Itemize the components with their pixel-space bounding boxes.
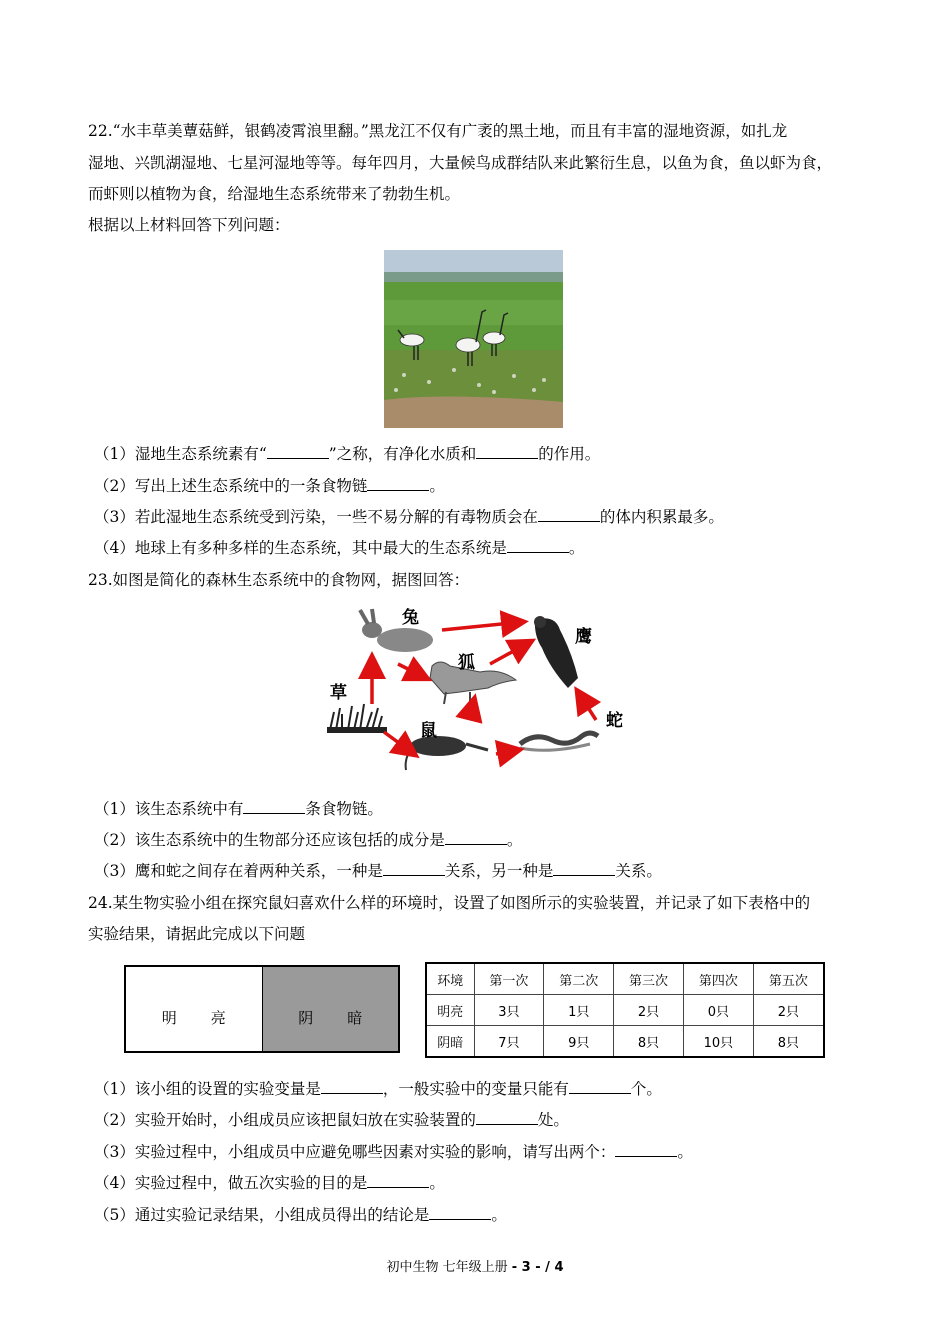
answer-blank[interactable] [383, 861, 445, 876]
q22-line3: 而虾则以植物为食，给湿地生态系统带来了勃勃生机。 [88, 185, 461, 203]
wetland-crane-photo [384, 250, 563, 428]
table-header-cell: 第五次 [753, 963, 824, 995]
table-header-cell: 第一次 [474, 963, 544, 995]
q22-sub2-text-b: 。 [429, 477, 445, 495]
q22-sub2 [94, 476, 445, 496]
table-row [426, 995, 824, 1026]
q22-sub2-text-a: （2）写出上述生态系统中的一条食物链 [94, 477, 368, 495]
table-header-cell: 第四次 [683, 963, 753, 995]
q24-intro1: 24.某生物实验小组在探究鼠妇喜欢什么样的环境时，设置了如图所示的实验装置，并记录了如下表格中的 [88, 894, 811, 912]
q24-sub1 [94, 1079, 662, 1099]
q24-sub5 [94, 1205, 507, 1225]
experiment-apparatus [124, 965, 400, 1053]
q24-sub3 [94, 1142, 693, 1162]
table-cell: 阴暗 [426, 1026, 474, 1058]
grass-icon [328, 704, 386, 732]
q24-sub2-text-b: 处。 [537, 1111, 569, 1129]
bright-area [126, 967, 262, 1051]
q24-sub1-text-c: 个。 [630, 1080, 662, 1098]
q23-sub1-text-a: （1）该生态系统中有 [94, 800, 244, 818]
q24-sub2 [94, 1110, 569, 1130]
answer-blank[interactable] [367, 1173, 429, 1188]
q23-sub3-text-a: （3）鹰和蛇之间存在着两种关系，一种是 [94, 862, 383, 880]
snake-icon [520, 733, 598, 750]
q22-sub4-text-a: （4）地球上有多种多样的生态系统，其中最大的生态系统是 [94, 539, 507, 557]
q22-sub3 [94, 507, 724, 527]
table-cell: 2只 [753, 995, 824, 1026]
grass-label: 草 [330, 683, 347, 703]
q24-sub3-text-b: 。 [677, 1143, 693, 1161]
q24-sub4-text-b: 。 [429, 1174, 445, 1192]
answer-blank[interactable] [507, 538, 569, 553]
answer-blank[interactable] [321, 1079, 383, 1094]
table-cell: 8只 [614, 1026, 684, 1058]
page-number: - 3 - / 4 [511, 1260, 564, 1275]
answer-blank[interactable] [553, 861, 615, 876]
table-header-cell: 第三次 [614, 963, 684, 995]
q24-sub1-text-b: ，一般实验中的变量只能有 [382, 1080, 569, 1098]
dark-area [262, 967, 399, 1051]
q24-sub2-text-a: （2）实验开始时，小组成员应该把鼠妇放在实验装置的 [94, 1111, 476, 1129]
table-row [426, 1026, 824, 1058]
fox-label: 狐 [458, 653, 475, 673]
q23-sub3 [94, 861, 662, 881]
food-web-diagram [320, 608, 640, 780]
table-cell: 8只 [753, 1026, 824, 1058]
table-header-cell: 第二次 [544, 963, 614, 995]
q23-sub2-text-b: 。 [506, 831, 523, 849]
rabbit-icon [360, 609, 433, 652]
answer-blank[interactable] [445, 830, 507, 845]
q23-sub3-text-b: 关系，另一种是 [444, 862, 554, 880]
table-cell: 明亮 [426, 995, 474, 1026]
table-cell: 7只 [474, 1026, 544, 1058]
q24-intro2: 实验结果，请据此完成以下问题 [88, 925, 306, 943]
q22-line2: 湿地、兴凯湖湿地、七星河湿地等等。每年四月，大量候鸟成群结队来此繁衍生息，以鱼为食，鱼以虾为食， [88, 154, 833, 172]
rabbit-label: 兔 [402, 608, 419, 628]
answer-blank[interactable] [569, 1079, 631, 1094]
answer-blank[interactable] [476, 444, 538, 459]
eagle-label: 鹰 [575, 627, 592, 647]
answer-blank[interactable] [615, 1142, 677, 1157]
page-footer [0, 1256, 950, 1275]
answer-blank[interactable] [538, 507, 600, 522]
table-cell: 0只 [683, 995, 753, 1026]
q22-sub4 [94, 538, 584, 558]
answer-blank[interactable] [429, 1205, 491, 1220]
q24-sub4-text-a: （4）实验过程中，做五次实验的目的是 [94, 1174, 368, 1192]
q22-sub1 [94, 444, 600, 464]
q23-sub3-text-c: 关系。 [615, 862, 662, 880]
table-cell: 1只 [544, 995, 614, 1026]
answer-blank[interactable] [476, 1110, 538, 1125]
q22-sub1-text-b: ”之称，有净化水质和 [328, 445, 477, 463]
q22-sub4-text-b: 。 [568, 539, 585, 557]
q23-sub2 [94, 830, 522, 850]
q22-sub1-text-c: 的作用。 [538, 445, 601, 463]
q24-sub5-text-b: 。 [491, 1206, 507, 1224]
answer-blank[interactable] [367, 476, 429, 491]
q22-sub3-text-b: 的体内积累最多。 [599, 508, 724, 526]
q23-sub1 [94, 799, 383, 819]
table-header-row [426, 963, 824, 995]
q23-sub1-text-b: 条食物链。 [305, 800, 383, 818]
mouse-label: 鼠 [420, 721, 437, 741]
mouse-icon [406, 736, 488, 770]
answer-blank[interactable] [243, 799, 305, 814]
bright-label-2: 亮 [210, 1008, 226, 1027]
footer-title: 初中生物 七年级上册 [386, 1260, 512, 1275]
answer-blank[interactable] [267, 444, 329, 459]
q22-line1: 22.“水丰草美蕈菇鲜，银鹤凌霄浪里翻。”黑龙江不仅有广袤的黑土地，而且有丰富的湿地资源，如扎龙 [88, 122, 788, 140]
q24-sub5-text-a: （5）通过实验记录结果，小组成员得出的结论是 [94, 1206, 430, 1224]
snake-label: 蛇 [606, 711, 623, 731]
q22-sub1-text-a: （1）湿地生态系统素有“ [94, 445, 267, 463]
q22-line4: 根据以上材料回答下列问题： [88, 216, 290, 234]
q23-intro: 23.如图是简化的森林生态系统中的食物网，据图回答： [88, 571, 470, 589]
eagle-icon [534, 616, 578, 688]
results-table [425, 962, 825, 1058]
q22-sub3-text-a: （3）若此湿地生态系统受到污染，一些不易分解的有毒物质会在 [94, 508, 538, 526]
bright-label-1: 明 [161, 1008, 177, 1027]
dark-label-2: 暗 [347, 1008, 363, 1027]
table-header-cell: 环境 [426, 963, 474, 995]
table-cell: 9只 [544, 1026, 614, 1058]
table-cell: 3只 [474, 995, 544, 1026]
q24-sub3-text-a: （3）实验过程中，小组成员中应避免哪些因素对实验的影响，请写出两个： [94, 1143, 616, 1161]
q24-sub1-text-a: （1）该小组的设置的实验变量是 [94, 1080, 321, 1098]
table-cell: 10只 [683, 1026, 753, 1058]
q24-sub4 [94, 1173, 445, 1193]
q23-sub2-text-a: （2）该生态系统中的生物部分还应该包括的成分是 [94, 831, 445, 849]
table-cell: 2只 [614, 995, 684, 1026]
dark-label-1: 阴 [298, 1008, 314, 1027]
